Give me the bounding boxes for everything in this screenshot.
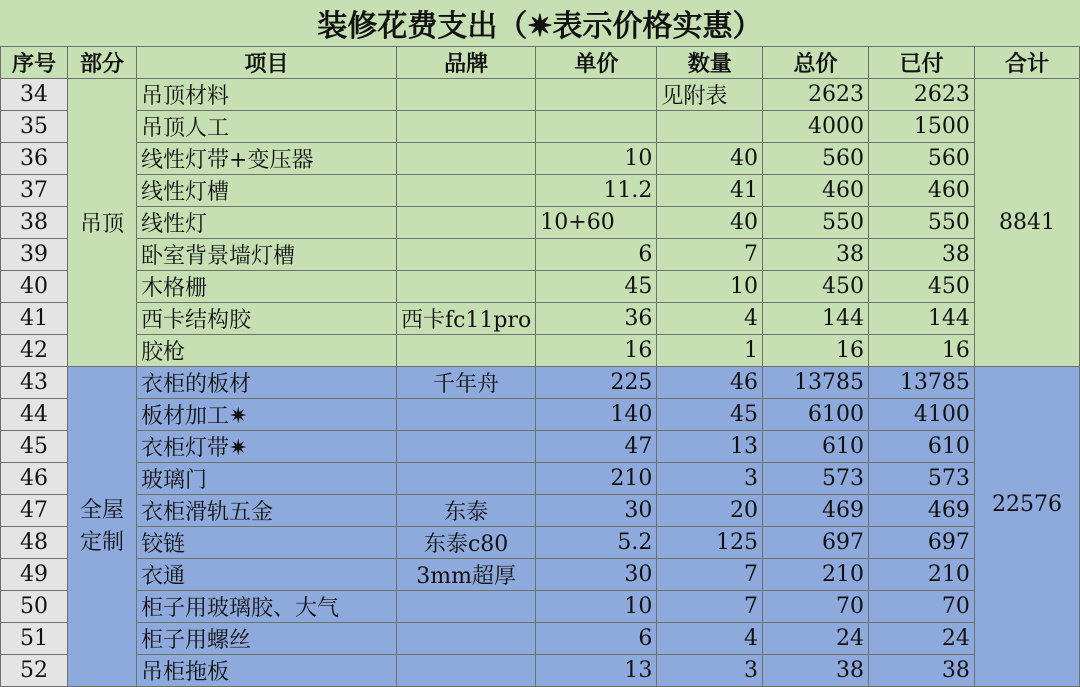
row-number[interactable]: 35	[1, 111, 68, 143]
unit-price-cell[interactable]	[536, 111, 657, 143]
table-row	[1, 175, 1080, 207]
brand-cell[interactable]	[396, 463, 535, 495]
unit-price-cell[interactable]: 30	[536, 559, 657, 591]
table-row	[1, 303, 1080, 335]
table-row	[1, 655, 1080, 687]
brand-cell[interactable]	[396, 239, 535, 271]
total-cell[interactable]: 610	[763, 431, 869, 463]
brand-cell[interactable]	[396, 591, 535, 623]
table-row	[1, 463, 1080, 495]
qty-cell[interactable]: 3	[657, 463, 763, 495]
row-number[interactable]: 47	[1, 495, 68, 527]
table-row	[1, 335, 1080, 367]
table-row	[1, 399, 1080, 431]
total-cell[interactable]: 16	[763, 335, 869, 367]
header-unit-price[interactable]: 单价	[536, 47, 657, 79]
unit-price-cell[interactable]: 45	[536, 271, 657, 303]
item-cell[interactable]: 衣柜滑轨五金	[137, 495, 397, 527]
table-row	[1, 79, 1080, 111]
item-cell[interactable]: 吊柜拖板	[137, 655, 397, 687]
table-row	[1, 527, 1080, 559]
paid-cell[interactable]: 210	[868, 559, 974, 591]
qty-cell[interactable]: 7	[657, 559, 763, 591]
brand-cell[interactable]	[396, 175, 535, 207]
expense-table	[0, 46, 1080, 687]
qty-cell[interactable]: 1	[657, 335, 763, 367]
sheet-title: 装修花费支出（✷表示价格实惠）	[0, 0, 1080, 47]
qty-cell[interactable]: 41	[657, 175, 763, 207]
row-number[interactable]: 36	[1, 143, 68, 175]
qty-cell[interactable]: 7	[657, 591, 763, 623]
item-cell[interactable]: 衣柜灯带✷	[137, 431, 397, 463]
paid-cell[interactable]: 460	[868, 175, 974, 207]
qty-cell[interactable]	[657, 111, 763, 143]
unit-price-cell[interactable]: 16	[536, 335, 657, 367]
qty-cell[interactable]: 40	[657, 143, 763, 175]
qty-cell[interactable]: 4	[657, 623, 763, 655]
table-row	[1, 239, 1080, 271]
unit-price-cell[interactable]: 36	[536, 303, 657, 335]
header-no[interactable]: 序号	[1, 47, 68, 79]
group-total-cell[interactable]: 8841	[974, 79, 1079, 367]
row-number[interactable]: 43	[1, 367, 68, 399]
row-number[interactable]: 52	[1, 655, 68, 687]
group-total-cell[interactable]: 22576	[974, 367, 1079, 687]
unit-price-cell[interactable]: 6	[536, 239, 657, 271]
table-row	[1, 271, 1080, 303]
unit-price-cell[interactable]: 6	[536, 623, 657, 655]
total-cell[interactable]: 450	[763, 271, 869, 303]
paid-cell[interactable]: 13785	[868, 367, 974, 399]
row-number[interactable]: 42	[1, 335, 68, 367]
table-row	[1, 111, 1080, 143]
paid-cell[interactable]: 38	[868, 239, 974, 271]
total-cell[interactable]: 38	[763, 239, 869, 271]
table-row	[1, 143, 1080, 175]
qty-cell[interactable]: 46	[657, 367, 763, 399]
qty-cell[interactable]: 125	[657, 527, 763, 559]
total-cell[interactable]: 560	[763, 143, 869, 175]
header-brand[interactable]: 品牌	[396, 47, 535, 79]
unit-price-cell[interactable]	[536, 79, 657, 111]
total-cell[interactable]: 13785	[763, 367, 869, 399]
item-cell[interactable]: 玻璃门	[137, 463, 397, 495]
item-cell[interactable]: 吊顶人工	[137, 111, 397, 143]
item-cell[interactable]: 柜子用玻璃胶、大气	[137, 591, 397, 623]
unit-price-cell[interactable]: 140	[536, 399, 657, 431]
section-cell[interactable]: 吊顶	[67, 79, 136, 367]
item-cell[interactable]: 线性灯	[137, 207, 397, 239]
paid-cell[interactable]: 550	[868, 207, 974, 239]
unit-price-cell[interactable]: 10	[536, 591, 657, 623]
item-cell[interactable]: 卧室背景墙灯槽	[137, 239, 397, 271]
header-row	[1, 47, 1080, 79]
total-cell[interactable]: 460	[763, 175, 869, 207]
paid-cell[interactable]: 1500	[868, 111, 974, 143]
table-row	[1, 591, 1080, 623]
paid-cell[interactable]: 70	[868, 591, 974, 623]
item-cell[interactable]: 线性灯带+变压器	[137, 143, 397, 175]
unit-price-cell[interactable]: 225	[536, 367, 657, 399]
qty-cell[interactable]: 20	[657, 495, 763, 527]
brand-cell[interactable]	[396, 399, 535, 431]
paid-cell[interactable]: 469	[868, 495, 974, 527]
brand-cell[interactable]: 千年舟	[396, 367, 535, 399]
table-row	[1, 559, 1080, 591]
total-cell[interactable]: 469	[763, 495, 869, 527]
row-number[interactable]: 34	[1, 79, 68, 111]
table-row	[1, 495, 1080, 527]
paid-cell[interactable]: 38	[868, 655, 974, 687]
table-row	[1, 431, 1080, 463]
table-row	[1, 207, 1080, 239]
row-number[interactable]: 49	[1, 559, 68, 591]
qty-cell[interactable]: 45	[657, 399, 763, 431]
row-number[interactable]: 39	[1, 239, 68, 271]
total-cell[interactable]: 38	[763, 655, 869, 687]
item-cell[interactable]: 铰链	[137, 527, 397, 559]
header-sum[interactable]: 合计	[974, 47, 1079, 79]
table-row	[1, 367, 1080, 399]
total-cell[interactable]: 550	[763, 207, 869, 239]
total-cell[interactable]: 24	[763, 623, 869, 655]
brand-cell[interactable]	[396, 143, 535, 175]
qty-cell[interactable]: 4	[657, 303, 763, 335]
unit-price-cell[interactable]: 11.2	[536, 175, 657, 207]
paid-cell[interactable]: 4100	[868, 399, 974, 431]
qty-cell[interactable]: 7	[657, 239, 763, 271]
row-number[interactable]: 40	[1, 271, 68, 303]
row-number[interactable]: 50	[1, 591, 68, 623]
brand-cell[interactable]: 西卡fc11pro	[396, 303, 535, 335]
header-item[interactable]: 项目	[137, 47, 397, 79]
header-total[interactable]: 总价	[763, 47, 869, 79]
item-cell[interactable]: 板材加工✷	[137, 399, 397, 431]
row-number[interactable]: 46	[1, 463, 68, 495]
total-cell[interactable]: 573	[763, 463, 869, 495]
brand-cell[interactable]	[396, 431, 535, 463]
unit-price-cell[interactable]: 13	[536, 655, 657, 687]
qty-cell[interactable]: 见附表	[657, 79, 763, 111]
brand-cell[interactable]: 3mm超厚	[396, 559, 535, 591]
total-cell[interactable]: 697	[763, 527, 869, 559]
brand-cell[interactable]	[396, 271, 535, 303]
total-cell[interactable]: 6100	[763, 399, 869, 431]
item-cell[interactable]: 胶枪	[137, 335, 397, 367]
brand-cell[interactable]	[396, 111, 535, 143]
unit-price-cell[interactable]: 5.2	[536, 527, 657, 559]
row-number[interactable]: 37	[1, 175, 68, 207]
header-section[interactable]: 部分	[67, 47, 136, 79]
row-number[interactable]: 44	[1, 399, 68, 431]
item-cell[interactable]: 木格栅	[137, 271, 397, 303]
brand-cell[interactable]	[396, 79, 535, 111]
section-label: 全屋定制	[79, 497, 124, 555]
total-cell[interactable]: 210	[763, 559, 869, 591]
item-cell[interactable]: 西卡结构胶	[137, 303, 397, 335]
table-row	[1, 623, 1080, 655]
brand-cell[interactable]	[396, 655, 535, 687]
brand-cell[interactable]	[396, 335, 535, 367]
paid-cell[interactable]: 450	[868, 271, 974, 303]
paid-cell[interactable]: 573	[868, 463, 974, 495]
item-cell[interactable]: 衣通	[137, 559, 397, 591]
unit-price-cell[interactable]: 47	[536, 431, 657, 463]
paid-cell[interactable]: 697	[868, 527, 974, 559]
paid-cell[interactable]: 16	[868, 335, 974, 367]
qty-cell[interactable]: 13	[657, 431, 763, 463]
brand-cell[interactable]	[396, 207, 535, 239]
item-cell[interactable]: 衣柜的板材	[137, 367, 397, 399]
qty-cell[interactable]: 40	[657, 207, 763, 239]
total-cell[interactable]: 4000	[763, 111, 869, 143]
header-paid[interactable]: 已付	[868, 47, 974, 79]
paid-cell[interactable]: 560	[868, 143, 974, 175]
paid-cell[interactable]: 2623	[868, 79, 974, 111]
row-number[interactable]: 41	[1, 303, 68, 335]
row-number[interactable]: 51	[1, 623, 68, 655]
row-number[interactable]: 38	[1, 207, 68, 239]
row-number[interactable]: 45	[1, 431, 68, 463]
item-cell[interactable]: 柜子用螺丝	[137, 623, 397, 655]
brand-cell[interactable]: 东泰	[396, 495, 535, 527]
unit-price-cell[interactable]: 210	[536, 463, 657, 495]
qty-cell[interactable]: 3	[657, 655, 763, 687]
paid-cell[interactable]: 144	[868, 303, 974, 335]
paid-cell[interactable]: 24	[868, 623, 974, 655]
qty-cell[interactable]: 10	[657, 271, 763, 303]
paid-cell[interactable]: 610	[868, 431, 974, 463]
header-qty[interactable]: 数量	[657, 47, 763, 79]
unit-price-cell[interactable]: 10+60	[536, 207, 657, 239]
section-cell[interactable]	[67, 367, 136, 687]
unit-price-cell[interactable]: 10	[536, 143, 657, 175]
total-cell[interactable]: 70	[763, 591, 869, 623]
item-cell[interactable]: 线性灯槽	[137, 175, 397, 207]
brand-cell[interactable]	[396, 623, 535, 655]
total-cell[interactable]: 2623	[763, 79, 869, 111]
item-cell[interactable]: 吊顶材料	[137, 79, 397, 111]
unit-price-cell[interactable]: 30	[536, 495, 657, 527]
brand-cell[interactable]: 东泰c80	[396, 527, 535, 559]
total-cell[interactable]: 144	[763, 303, 869, 335]
row-number[interactable]: 48	[1, 527, 68, 559]
